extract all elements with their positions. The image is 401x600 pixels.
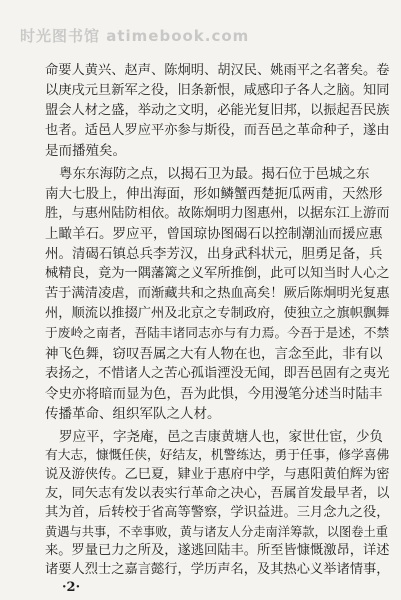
- text-line: 于废岭之南者，吾陆丰诸同志亦与有力焉。今吾于是述，不禁: [45, 326, 390, 341]
- text-line: 盟会人材之盛，举动之文明，必能光复旧邦，以振起吾民族: [45, 103, 390, 118]
- text-line: 罗应平，字尧庵，邑之吉康黄塘人也，家世仕宦，少负: [59, 429, 383, 445]
- text-line: 以庚戌元旦新军之役，旧条新恨，咸感印子各人之脑。知同: [45, 83, 390, 98]
- text-line: 也者。适邑人罗应平亦参与斯役，而吾邑之革命种子，遂由: [45, 123, 390, 138]
- text-line: 州，顺流以推掇广州及北京之专制政府，使独立之旗帜飘舞: [45, 306, 390, 321]
- text-line: 州。清碣石镇总兵李芳汉，出身武科状元，胆勇足备，兵: [45, 246, 383, 262]
- page-number: ·2·: [62, 580, 81, 595]
- text-line: 南大七股上，伸出海面，形如鳞蟹西楚扼瓜两甫，天然形: [45, 186, 383, 202]
- text-line: 上瞰羊石。罗应平，曾国琼协图碣石以控制潮汕而援应惠: [45, 226, 383, 242]
- text-line: 来。罗量已力之所及，遂逃回陆丰。所至皆慷慨激昂，详述: [45, 543, 390, 558]
- text-line: 胜，与惠州陆防相依。故陈炯明力图惠州，以据东江上游而: [45, 206, 390, 221]
- text-line: 说及游侠传。乙巳夏，肄业于惠府中学，与惠阳黄伯辉为密: [45, 467, 390, 482]
- text-line: 友，同矢志有发以表实行革命之决心，吾属首发最早者，以: [45, 486, 390, 501]
- text-line: 有大志，慷慨任侠，好结友，机警练达，勇于任事，修学喜佛: [45, 448, 390, 463]
- text-line: 粤东东海防之点，以揭石卫为最。揭石位于邑城之东: [59, 166, 370, 182]
- text-line: 传播革命、组织军队之人材。: [45, 406, 221, 422]
- text-line: 表扬之，不惜诸人之苦心孤诣湮没无闻，即吾邑固有之夷光: [45, 366, 390, 381]
- text-line: 苦于满清凌虐，而渐藏共和之热血高矣！厥后陈炯明光复惠: [45, 286, 390, 301]
- text-line: 诸要人烈士之嘉言懿行，学历声名，及其热心义举诸情事，: [45, 562, 390, 577]
- text-line: 命要人黄兴、赵声、陈炯明、胡汉民、姚雨平之名著矣。卷: [45, 63, 390, 78]
- text-line: 械精良，竟为一隅藩篱之义军所推倒，此可以知当时人心之: [45, 266, 390, 281]
- text-line: 是而播殖矣。: [45, 143, 126, 159]
- text-line: 黄遇与共事，不幸事败，黄与诸友人分走南洋筹款，以图卷土重: [45, 525, 388, 539]
- text-line: 神飞色舞，窃叹吾属之大有人物在也，言念至此，非有以: [45, 346, 383, 362]
- watermark: 时光图书馆 atimebook.com: [20, 27, 250, 45]
- text-line: 令史亦将暗而显为色，吾为此惧，今用漫笔分述当时陆丰: [45, 386, 383, 402]
- text-line: 其为首，后转校于省高等警察，学识益进。三月念九之役，: [45, 505, 390, 520]
